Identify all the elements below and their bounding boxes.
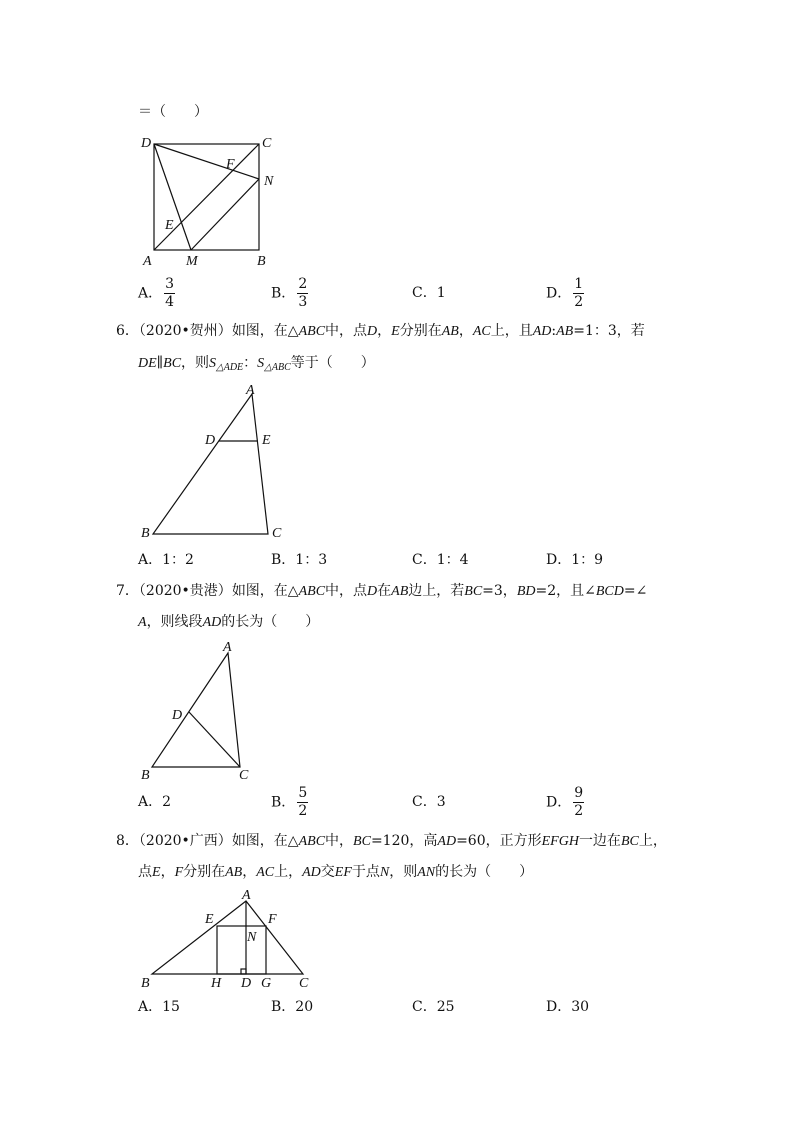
text: 于点 (351, 864, 380, 880)
text: 中，点 (325, 323, 368, 339)
option-letter: A． (138, 794, 163, 810)
q7-option-d-fraction (573, 786, 584, 819)
text: =1：3，若 (573, 323, 645, 339)
q5-option-a (138, 277, 175, 310)
denominator: 3 (298, 294, 308, 310)
q7-figure (135, 636, 265, 786)
q6-label-b: B (141, 526, 150, 541)
q6-label-a: A (246, 383, 255, 398)
question-source: （2020•贵港） (138, 583, 232, 599)
q8-label-c: C (299, 976, 309, 991)
q8-option-a (138, 998, 180, 1016)
option-text: 15 (162, 999, 180, 1015)
math-var: BD (516, 584, 536, 599)
option-text: 1：4 (436, 552, 469, 568)
q5-label-n: N (264, 174, 274, 189)
math-var: D (367, 324, 378, 339)
text: ，则 (389, 864, 418, 880)
denominator: 2 (574, 294, 584, 310)
q8-stem-line2 (138, 863, 533, 882)
subscript: △ADE (216, 362, 244, 373)
question-number: 7． (116, 583, 139, 599)
math-var: DE (138, 356, 157, 371)
question-number: 8． (116, 833, 139, 849)
math-var: AD (532, 324, 552, 339)
text: 中， (325, 833, 354, 849)
q6-label-c: C (272, 526, 282, 541)
option-text: 1：2 (162, 552, 194, 568)
q8-triangle (152, 901, 303, 974)
q5-figure (135, 130, 285, 270)
q6-label-d: D (205, 433, 216, 448)
q5-label-d: D (141, 136, 152, 151)
q5-option-c (412, 284, 446, 302)
text: ， (160, 864, 175, 880)
text: 一边在 (578, 833, 621, 849)
denominator: 2 (298, 803, 308, 819)
text: ， (242, 864, 257, 880)
denominator: 4 (165, 294, 175, 310)
q5-label-c: C (262, 136, 272, 151)
numerator: 3 (165, 276, 175, 292)
q8-square-efgh (217, 926, 266, 974)
text: 上， (274, 864, 303, 880)
q7-label-d: D (172, 708, 183, 723)
math-var: BC (353, 834, 371, 849)
math-var: A (138, 615, 147, 630)
option-text: 3 (436, 794, 446, 810)
q7-option-b-fraction (297, 786, 308, 819)
text: 分别在 (183, 864, 226, 880)
math-var: EF (334, 865, 352, 880)
text: ，则 (181, 355, 210, 371)
q5-option-d (546, 277, 584, 310)
q8-label-g: G (261, 976, 272, 991)
question-source: （2020•广西） (138, 833, 232, 849)
q7-label-a: A (223, 640, 232, 655)
text: 如图，在△ (231, 833, 299, 849)
q8-stem-line1 (116, 832, 667, 851)
text: ： (243, 355, 258, 371)
q8-figure (135, 886, 320, 992)
text: 边上，若 (408, 583, 465, 599)
math-var: D (367, 584, 378, 599)
q5-line-mn (191, 179, 259, 250)
option-text: 1：9 (571, 552, 604, 568)
text: 在 (377, 583, 392, 599)
math-var: E (152, 865, 161, 880)
text: =3， (482, 583, 517, 599)
q8-label-h: H (211, 976, 222, 991)
text: 上， (638, 833, 667, 849)
q7-line-dc (189, 712, 240, 767)
q7-label-b: B (141, 768, 150, 783)
q8-label-a: A (242, 888, 251, 903)
q6-label-e: E (262, 433, 271, 448)
math-var: AB (225, 865, 243, 880)
q8-label-n: N (247, 930, 257, 945)
text: 点 (138, 864, 152, 880)
numerator: 1 (574, 276, 584, 292)
math-var: AB (441, 324, 459, 339)
q5-label-f: F (226, 157, 235, 172)
text: ，则线段 (146, 614, 203, 630)
q7-option-d (546, 786, 584, 819)
math-var: BC (163, 356, 182, 371)
option-letter: C． (412, 794, 437, 810)
text: =2，且∠ (535, 583, 596, 599)
q6-stem-line2 (138, 354, 375, 377)
math-var: ABC (298, 324, 326, 339)
option-text: 20 (295, 999, 314, 1015)
option-text: 2 (162, 794, 172, 810)
q7-triangle (152, 653, 240, 767)
text: =∠ (623, 583, 648, 599)
text: 中，点 (325, 583, 368, 599)
option-text: 30 (571, 999, 590, 1015)
q5-line-dm (154, 144, 191, 250)
question-source: （2020•贺州） (138, 323, 232, 339)
q7-stem-line1 (116, 582, 647, 601)
text: 交 (320, 864, 335, 880)
option-text: 25 (436, 999, 455, 1015)
q8-label-b: B (141, 976, 150, 991)
option-letter: D． (546, 794, 572, 811)
text: 如图，在△ (231, 323, 299, 339)
q5-option-b (271, 277, 308, 310)
option-letter: C． (412, 552, 437, 568)
option-letter: B． (271, 794, 296, 811)
math-var: S (257, 356, 265, 371)
math-var: AD (437, 834, 457, 849)
text: ∥ (156, 355, 164, 371)
q6-option-d (546, 551, 603, 569)
numerator: 9 (574, 785, 584, 801)
q8-right-angle-mark (241, 969, 246, 974)
text: 上，且 (490, 323, 533, 339)
option-text: 1 (436, 285, 446, 301)
option-letter: D． (546, 285, 572, 302)
math-var: AC (472, 324, 491, 339)
q8-option-d (546, 998, 589, 1016)
text: 的长为（ ） (221, 614, 320, 630)
q6-option-a (138, 551, 194, 569)
q6-option-b (271, 551, 327, 569)
math-var: AC (256, 865, 275, 880)
math-var: AD (302, 865, 321, 880)
math-var: F (174, 865, 184, 880)
q8-label-d: D (241, 976, 252, 991)
option-letter: D． (546, 999, 572, 1015)
q7-label-c: C (239, 768, 249, 783)
q8-option-c (412, 998, 455, 1016)
option-letter: A． (138, 552, 163, 568)
question-number: 6． (116, 323, 139, 339)
text: 如图，在△ (231, 583, 299, 599)
q5-label-m: M (186, 254, 198, 269)
q5-tail: ＝（ ） (138, 104, 208, 120)
q8-option-b (271, 998, 313, 1016)
option-letter: B． (271, 999, 296, 1015)
q6-triangle (153, 394, 268, 534)
q5-label-a: A (143, 254, 152, 269)
text: =60，正方形 (456, 833, 542, 849)
option-letter: C． (412, 999, 437, 1015)
q7-option-a (138, 793, 171, 811)
q5-option-d-fraction (573, 277, 584, 310)
q6-figure (135, 380, 295, 545)
option-letter: A． (138, 285, 163, 302)
option-letter: A． (138, 999, 163, 1015)
q5-label-e: E (165, 218, 174, 233)
math-var: BC (620, 834, 639, 849)
math-var: N (379, 865, 390, 880)
subscript: △ABC (264, 362, 291, 373)
text: ， (458, 323, 473, 339)
q7-stem-line2 (138, 613, 319, 632)
q7-option-c (412, 793, 446, 811)
q6-stem-line1 (116, 322, 645, 341)
q5-option-a-fraction (164, 277, 175, 310)
math-var: E (391, 324, 400, 339)
text: 等于（ ） (290, 355, 375, 371)
text: ， (377, 323, 392, 339)
option-letter: D． (546, 552, 572, 568)
option-letter: B． (271, 552, 296, 568)
math-var: ABC (298, 584, 326, 599)
math-var: AB (391, 584, 409, 599)
text: : (551, 323, 557, 339)
math-var: AD (202, 615, 222, 630)
option-letter: B． (271, 285, 296, 302)
q5-line-dn (154, 144, 259, 179)
math-var: BC (464, 584, 483, 599)
q8-label-e: E (205, 912, 214, 927)
numerator: 2 (298, 276, 308, 292)
q5-label-b: B (257, 254, 266, 269)
text: =120，高 (370, 833, 438, 849)
math-var: S (209, 356, 217, 371)
numerator: 5 (298, 785, 308, 801)
q7-option-b (271, 786, 308, 819)
text: 分别在 (399, 323, 442, 339)
math-var: AN (417, 865, 436, 880)
math-var: EFGH (541, 834, 579, 849)
denominator: 2 (574, 803, 584, 819)
q5-option-b-fraction (297, 277, 308, 310)
option-letter: C． (412, 285, 437, 301)
text: 的长为（ ） (435, 864, 534, 880)
math-var: ABC (298, 834, 326, 849)
option-text: 1：3 (295, 552, 328, 568)
math-var: BCD (595, 584, 624, 599)
q8-label-f: F (268, 912, 277, 927)
q6-option-c (412, 551, 469, 569)
math-var: AB (556, 324, 574, 339)
